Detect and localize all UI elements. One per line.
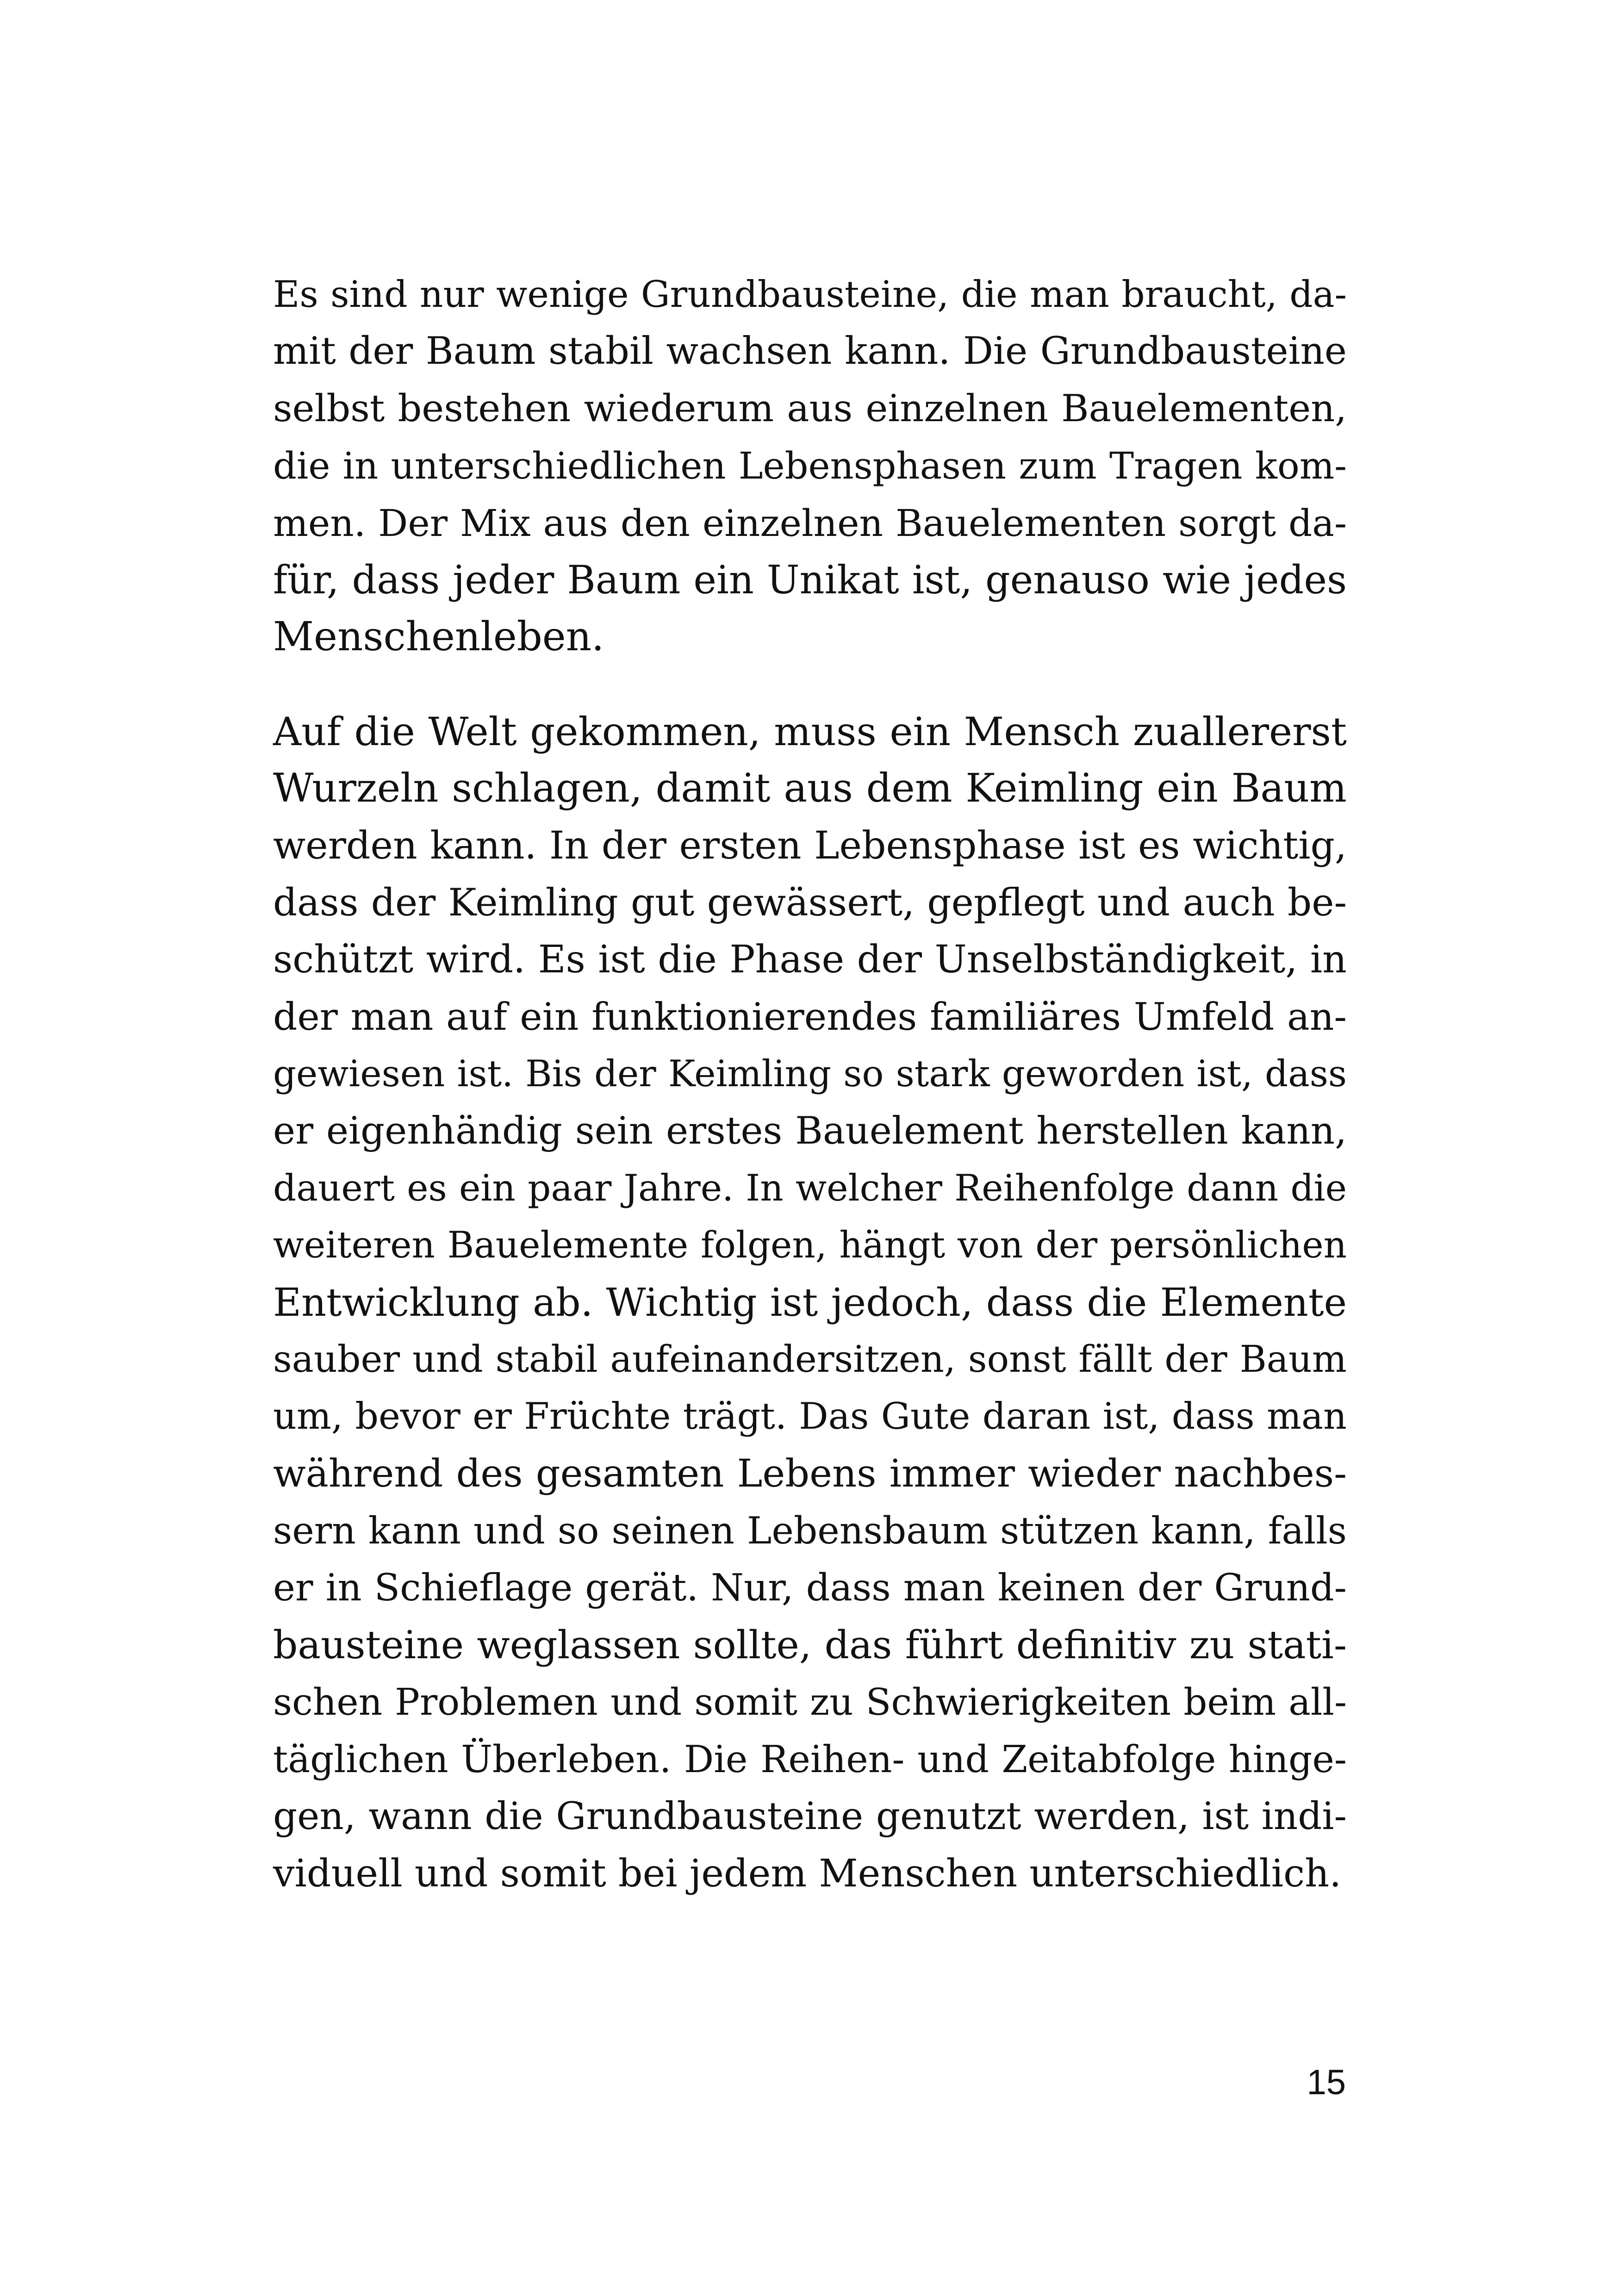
text-line: er eigenhändig sein erstes Bauelement herstellen kann, xyxy=(273,1109,1347,1153)
body-text xyxy=(273,266,1347,1902)
text-line: Es sind nur wenige Grundbausteine, die man braucht, da- xyxy=(273,273,1347,316)
text-line: für, dass jeder Baum ein Unikat ist, genauso wie jedes xyxy=(273,557,1347,603)
text-line: Wurzeln schlagen, damit aus dem Keimling ein Baum xyxy=(273,765,1347,812)
text-line: schützt wird. Es ist die Phase der Unselbständigkeit, in xyxy=(273,938,1347,982)
text-line: täglichen Überleben. Die Reihen- und Zeitabfolge hinge- xyxy=(273,1737,1347,1781)
text-line: gewiesen ist. Bis der Keimling so stark geworden ist, dass xyxy=(273,1053,1347,1095)
text-line: men. Der Mix aus den einzelnen Bauelementen sorgt da- xyxy=(273,501,1347,545)
page-number: 15 xyxy=(1307,2063,1346,2102)
text-line: Menschenleben. xyxy=(273,614,604,660)
text-line: dauert es ein paar Jahre. In welcher Reihenfolge dann die xyxy=(273,1167,1347,1209)
text-line: bausteine weglassen sollte, das führt definitiv zu stati- xyxy=(273,1622,1347,1668)
paragraph-2 xyxy=(273,703,1347,1902)
text-line: um, bevor er Früchte trägt. Das Gute daran ist, dass man xyxy=(273,1395,1347,1438)
text-line: Auf die Welt gekommen, muss ein Mensch zuallererst xyxy=(273,708,1347,754)
text-line: gen, wann die Grundbausteine genutzt werden, ist indi- xyxy=(273,1794,1347,1839)
text-line: weiteren Bauelemente folgen, hängt von der persönlichen xyxy=(273,1224,1347,1267)
text-line: schen Problemen und somit zu Schwierigkeiten beim all- xyxy=(273,1680,1347,1724)
text-line: selbst bestehen wiederum aus einzelnen Bauelementen, xyxy=(273,386,1347,430)
text-line: werden kann. In der ersten Lebensphase ist es wichtig, xyxy=(273,823,1347,868)
text-line: sern kann und so seinen Lebensbaum stützen kann, falls xyxy=(273,1509,1347,1553)
text-line: während des gesamten Lebens immer wieder nachbes- xyxy=(273,1451,1347,1496)
text-line: dass der Keimling gut gewässert, gepflegt und auch be- xyxy=(273,880,1347,925)
text-line: mit der Baum stabil wachsen kann. Die Grundbausteine xyxy=(273,330,1347,373)
text-line: er in Schieflage gerät. Nur, dass man keinen der Grund- xyxy=(273,1566,1347,1610)
paragraph-1 xyxy=(273,266,1347,666)
text-line: sauber und stabil aufeinandersitzen, sonst fällt der Baum xyxy=(273,1338,1347,1381)
text-line: die in unterschiedlichen Lebensphasen zum Tragen kom- xyxy=(273,444,1347,488)
text-line: viduell und somit bei jedem Menschen unterschiedlich. xyxy=(273,1851,1342,1896)
text-line: Entwicklung ab. Wichtig ist jedoch, dass die Elemente xyxy=(273,1279,1347,1325)
text-line: der man auf ein funktionierendes familiäres Umfeld an- xyxy=(273,995,1347,1039)
